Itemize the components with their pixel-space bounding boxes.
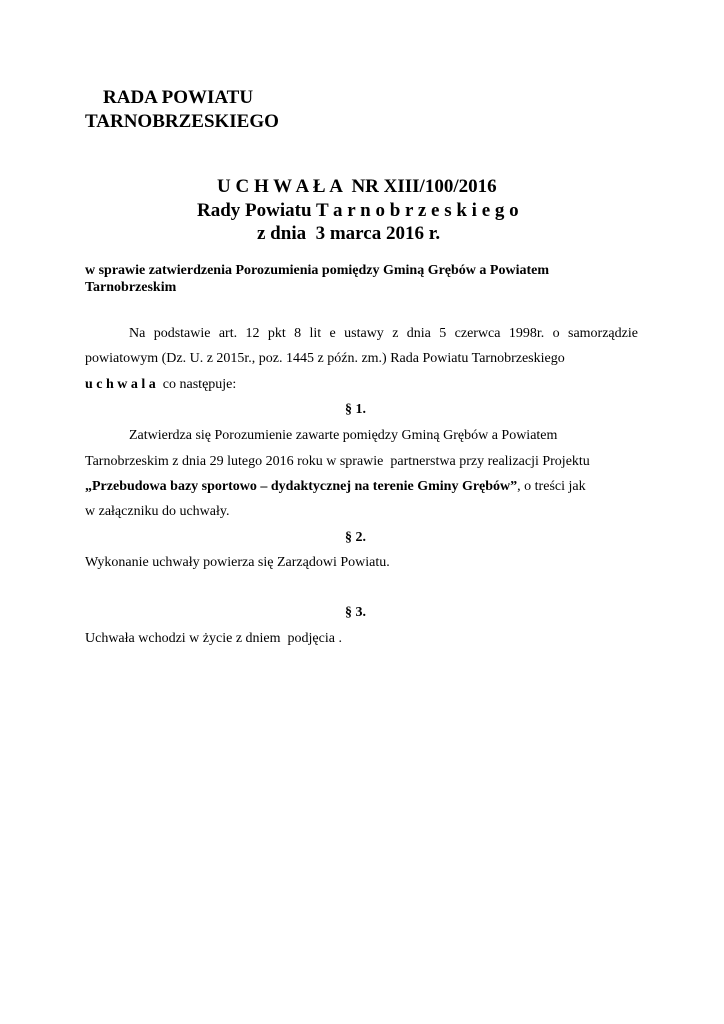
preamble-resolves (85, 376, 236, 394)
section-1-heading: § 1. (345, 402, 366, 417)
preamble-word: o (552, 326, 560, 341)
section-2-heading: § 2. (345, 530, 366, 545)
preamble-word: dnia (406, 326, 431, 341)
preamble-word: podstawie (153, 326, 211, 341)
resolution-issuer-prefix: Rady Powiatu (197, 200, 316, 221)
preamble-word: 5 (439, 326, 447, 341)
resolves-rest: co następuje: (155, 377, 237, 392)
preamble-word: ustawy (344, 326, 384, 341)
section-1-line4: w załączniku do uchwały. (85, 504, 230, 519)
resolution-issuer-spaced: T a r n o b r z e s k i e g o (315, 200, 519, 221)
preamble-word: art. (218, 326, 238, 341)
resolution-date: z dnia 3 marca 2016 r. (257, 223, 441, 244)
subject-line2: Tarnobrzeskim (85, 280, 177, 295)
preamble-word: z (392, 326, 399, 341)
preamble-word: lit (309, 326, 322, 341)
subject-line1: w sprawie zatwierdzenia Porozumienia pomiędzy Gminą Grębów a Powiatem (85, 263, 550, 278)
section-1-line1: Zatwierdza się Porozumienie zawarte pomiędzy Gminą Grębów a Powiatem (129, 428, 558, 443)
section-3-heading: § 3. (345, 605, 366, 620)
resolves-word: u c h w a l a (85, 377, 156, 392)
section-1-line2: Tarnobrzeskim z dnia 29 lutego 2016 roku w sprawie partnerstwa przy realizacji Projektu (85, 454, 590, 469)
preamble-word: pkt (267, 326, 286, 341)
section-1-line3-rest: , o treści jak (517, 479, 586, 494)
section-3-text: Uchwała wchodzi w życie z dniem podjęcia . (85, 631, 342, 646)
section-1-line3 (85, 478, 586, 496)
preamble-word: czerwca (454, 326, 501, 341)
preamble-line1 (129, 325, 638, 343)
preamble-word: 12 (245, 326, 260, 341)
section-2-text: Wykonanie uchwały powierza się Zarządowi Powiatu. (85, 555, 390, 570)
preamble-word: 8 (294, 326, 302, 341)
preamble-word: 1998r. (508, 326, 545, 341)
council-name-line1: RADA POWIATU (103, 87, 254, 108)
preamble-line2: powiatowym (Dz. U. z 2015r., poz. 1445 z późn. zm.) Rada Powiatu Tarnobrzeskiego (85, 351, 565, 366)
preamble-word: Na (129, 326, 146, 341)
resolution-issuer (197, 200, 519, 222)
project-name: „Przebudowa bazy sportowo – dydaktycznej na terenie Gminy Grębów” (85, 479, 518, 494)
preamble-word: samorządzie (568, 326, 638, 341)
preamble-word: e (329, 326, 336, 341)
council-name-line2: TARNOBRZESKIEGO (85, 111, 279, 132)
resolution-number: U C H W A Ł A NR XIII/100/2016 (217, 176, 497, 197)
